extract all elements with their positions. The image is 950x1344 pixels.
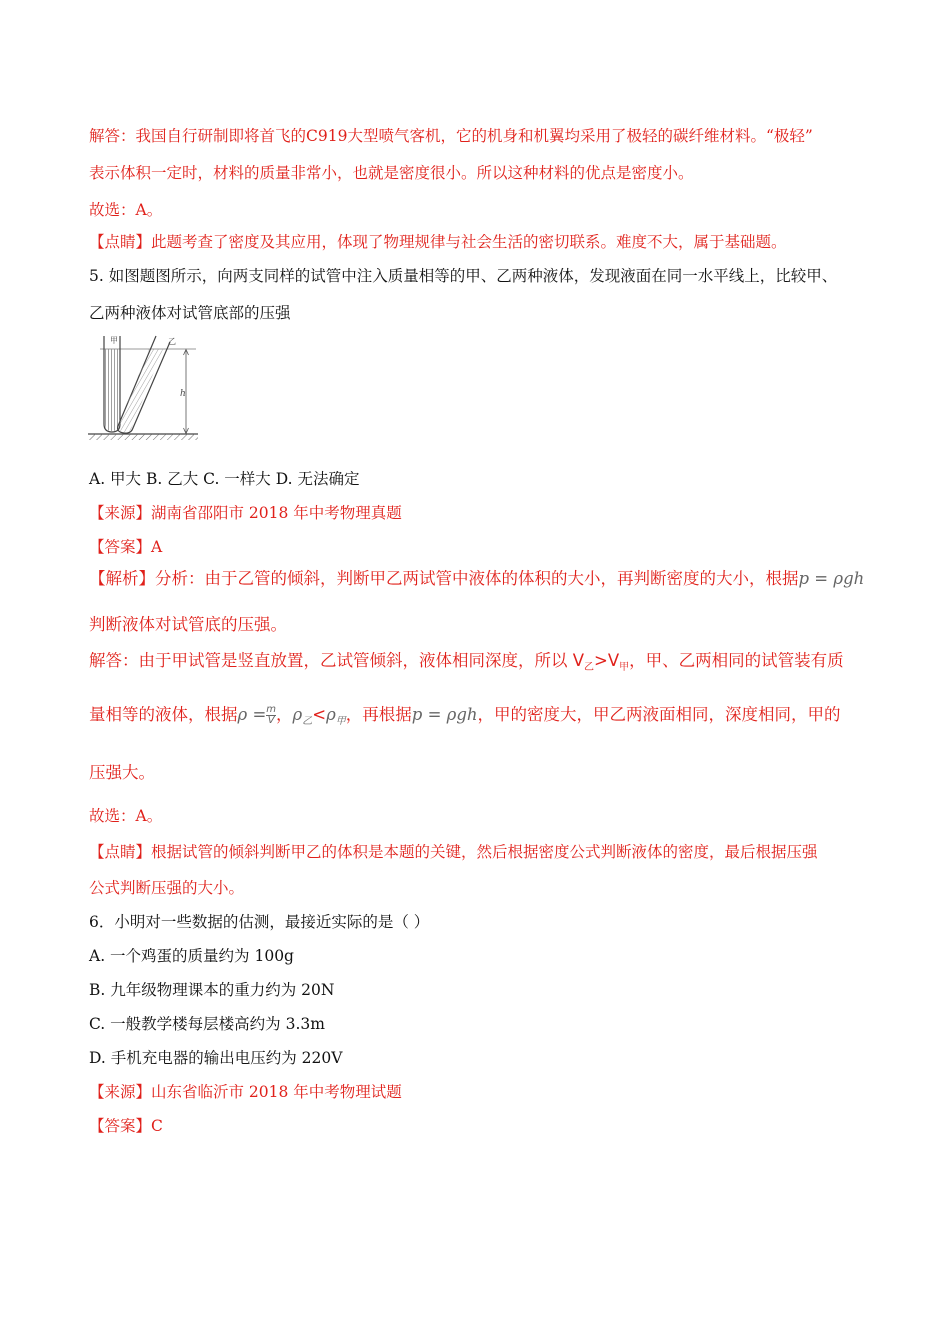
q5-source: 【来源】湖南省邵阳市 2018 年中考物理真题	[89, 504, 402, 522]
label-jia: 甲	[110, 336, 118, 345]
density-formula: ρ =	[237, 705, 267, 724]
q5-options: A. 甲大 B. 乙大 C. 一样大 D. 无法确定	[89, 470, 360, 488]
q5-answer: 【答案】A	[89, 538, 163, 556]
q5-comment-line2: 公式判断压强的大小。	[89, 879, 245, 897]
q5-solution-line3: 压强大。	[89, 763, 155, 782]
q5-comment-line1: 【点睛】根据试管的倾斜判断甲乙的体积是本题的关键，然后根据密度公式判断液体的密度，最后根据压强	[89, 843, 818, 861]
q6-answer: 【答案】C	[89, 1117, 163, 1135]
solution-text-2b: ，再根据	[345, 705, 412, 724]
q4-solution-line1: 解答：我国自行研制即将首飞的C919大型喷气客机，它的机身和机翼均采用了极轻的碳纤维材料。“极轻”	[89, 127, 813, 145]
q5-analysis-line1	[89, 569, 864, 589]
solution-text-2a: 量相等的液体，根据	[89, 705, 238, 724]
q4-conclusion: 故选：A。	[89, 201, 163, 219]
pressure-formula: p = ρgh	[798, 569, 865, 588]
q6-option-d: D. 手机充电器的输出电压约为 220V	[89, 1049, 343, 1067]
q5-stem-line2: 乙两种液体对试管底部的压强	[89, 304, 291, 322]
label-h: h	[180, 389, 186, 399]
q6-option-b: B. 九年级物理课本的重力约为 20N	[89, 981, 335, 999]
q5-stem-line1: 5. 如图题图所示，向两支同样的试管中注入质量相等的甲、乙两种液体，发现液面在同一水平线上，比较甲、	[89, 267, 838, 285]
subscript-jia: 甲	[619, 662, 630, 673]
q6-stem: 6．小明对一些数据的估测，最接近实际的是（ ）	[89, 913, 430, 931]
q5-solution-line2: 量相等的液体，根据ρ = $\frac{m}{V}$ ，$\rho_乙<\rho_甲$，再根据p = ρgh，甲的密度大，甲乙两液面相同，深度相同，甲的	[89, 704, 841, 727]
test-tubes-diagram	[86, 330, 202, 442]
q6-option-c: C. 一般教学楼每层楼高约为 3.3m	[89, 1015, 325, 1033]
ground-hatch	[88, 434, 198, 440]
label-yi: 乙	[168, 337, 176, 346]
density-fraction: $\frac{m}{V}$	[266, 704, 277, 726]
liquid-jia	[105, 349, 119, 431]
q5-solution-line1	[89, 651, 844, 678]
liquid-yi	[119, 349, 163, 432]
test-tubes-figure	[86, 330, 202, 442]
solution-tail: ，甲、乙两相同的试管装有质	[629, 651, 844, 670]
solution-text: 解答：由于甲试管是竖直放置，乙试管倾斜，液体相同深度，所以 V	[89, 651, 585, 670]
q5-analysis-line2: 判断液体对试管底的压强。	[89, 615, 287, 634]
q4-solution-line2: 表示体积一定时，材料的质量非常小，也就是密度很小。所以这种材料的优点是密度小。	[89, 164, 694, 182]
q5-conclusion: 故选：A。	[89, 807, 163, 825]
q4-comment: 【点睛】此题考查了密度及其应用，体现了物理规律与社会生活的密切联系。难度不大，属于基础题。	[89, 233, 787, 251]
subscript-yi: 乙	[584, 662, 595, 673]
q6-source: 【来源】山东省临沂市 2018 年中考物理试题	[89, 1083, 402, 1101]
analysis-text: 【解析】分析：由于乙管的倾斜，判断甲乙两试管中液体的体积的大小，再判断密度的大小，根据	[89, 569, 799, 588]
solution-text-2c: ，甲的密度大，甲乙两液面相同，深度相同，甲的	[477, 705, 841, 724]
greater-than: >V	[594, 651, 620, 670]
q6-option-a: A. 一个鸡蛋的质量约为 100g	[89, 947, 294, 965]
pressure-formula-2: p = ρgh	[411, 705, 478, 724]
